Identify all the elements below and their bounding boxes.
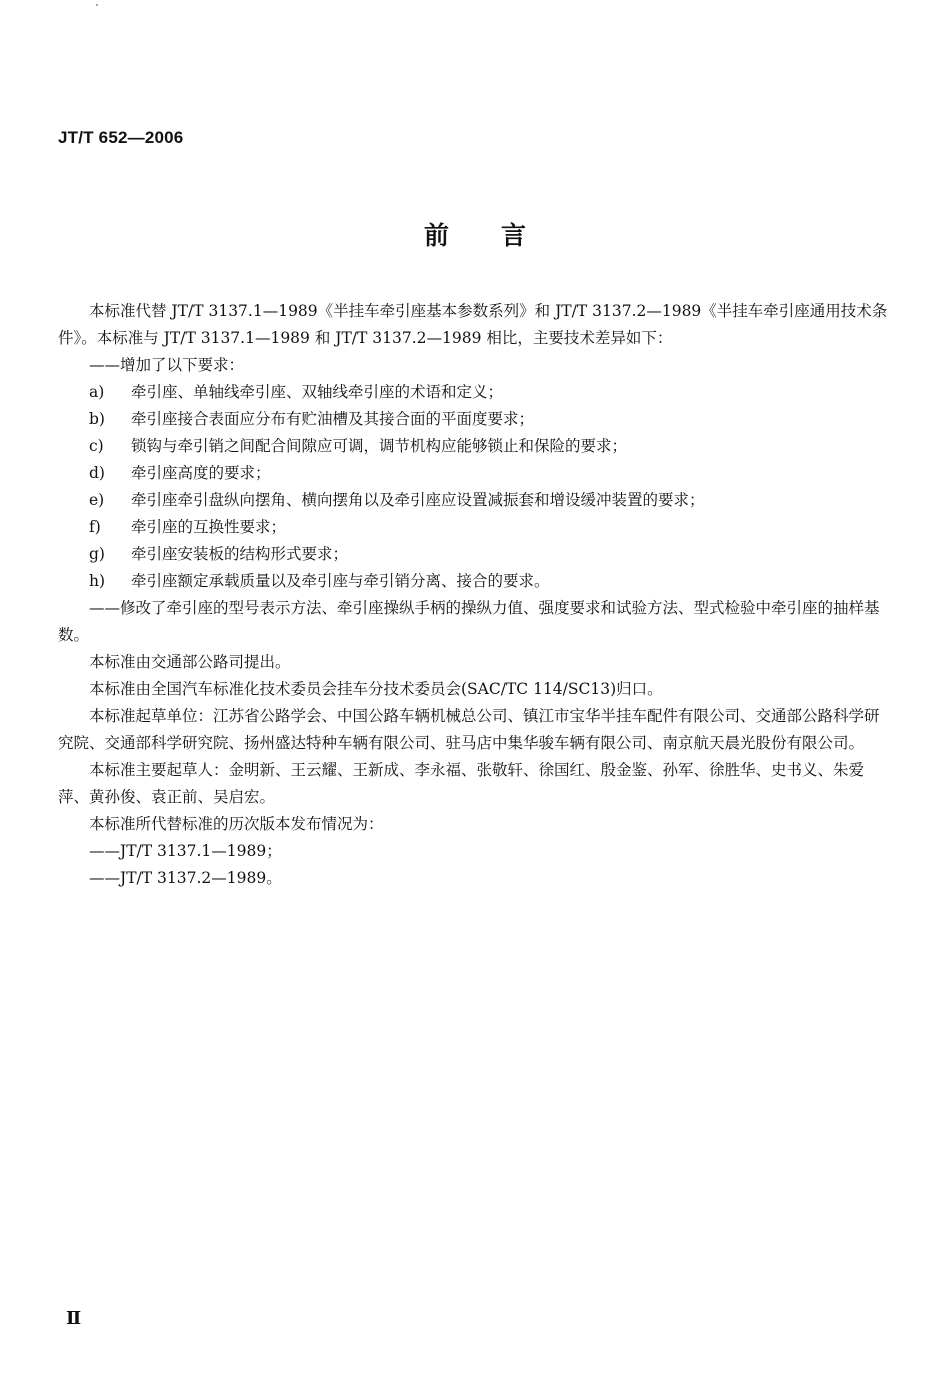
list-item-text: 牵引座、单轴线牵引座、双轴线牵引座的术语和定义； (131, 383, 504, 401)
history-item: ——JT/T 3137.1—1989； (89, 842, 282, 860)
scan-artifact (96, 4, 98, 6)
centralized-paragraph: 本标准由全国汽车标准化技术委员会挂车分技术委员会(SAC/TC 114/SC13)归口。 (89, 680, 663, 698)
list-marker: g) (89, 545, 105, 563)
list-item-text: 牵引座安装板的结构形式要求； (131, 545, 349, 563)
list-item-text: 牵引座高度的要求； (131, 464, 271, 482)
list-item-text: 牵引座接合表面应分布有贮油槽及其接合面的平面度要求； (131, 410, 535, 428)
list-marker: h) (89, 572, 106, 590)
history-intro-paragraph: 本标准所代替标准的历次版本发布情况为： (89, 815, 384, 833)
document-body (58, 298, 888, 892)
list-marker: c) (89, 437, 104, 455)
modified-requirements-paragraph: ——修改了牵引座的型号表示方法、牵引座操纵手柄的操纵力值、强度要求和试验方法、型式检验中牵引座的抽样基数。 (58, 599, 880, 644)
list-item (58, 433, 888, 460)
list-item (58, 406, 888, 433)
list-marker: f) (89, 518, 101, 536)
list-item-text: 牵引座的互换性要求； (131, 518, 287, 536)
list-item (58, 568, 888, 595)
replacement-paragraph: 本标准代替 JT/T 3137.1—1989《半挂车牵引座基本参数系列》和 JT/T 3137.2—1989《半挂车牵引座通用技术条件》。本标准与 JT/T 3137.1—1989 和 JT/T 3137.2—1989 相比，主要技术差异如下： (58, 302, 888, 347)
list-item-text: 牵引座牵引盘纵向摆角、横向摆角以及牵引座应设置减振套和增设缓冲装置的要求； (131, 491, 705, 509)
list-item-text: 锁钩与牵引销之间配合间隙应可调，调节机构应能够锁止和保险的要求； (131, 437, 628, 455)
list-marker: b) (89, 410, 105, 428)
added-requirements-intro: ——增加了以下要求： (89, 356, 245, 374)
drafters-paragraph: 本标准主要起草人：金明新、王云耀、王新成、李永福、张敬轩、徐国红、殷金鉴、孙军、徐胜华、史书义、朱爱萍、黄孙俊、袁正前、吴启宏。 (58, 761, 865, 806)
page-title: 前言 (423, 221, 578, 250)
proposer-paragraph: 本标准由交通部公路司提出。 (89, 653, 291, 671)
page-number: Ⅱ (66, 1308, 82, 1329)
document-code: JT/T 652—2006 (58, 128, 184, 147)
list-item (58, 460, 888, 487)
list-item-text: 牵引座额定承载质量以及牵引座与牵引销分离、接合的要求。 (131, 572, 550, 590)
list-marker: d) (89, 464, 105, 482)
list-marker: e) (89, 491, 105, 509)
list-item (58, 541, 888, 568)
list-item (58, 379, 888, 406)
drafting-units-paragraph: 本标准起草单位：江苏省公路学会、中国公路车辆机械总公司、镇江市宝华半挂车配件有限公司、交通部公路科学研究院、交通部科学研究院、扬州盛达特种车辆有限公司、驻马店中集华骏车辆有限公司、南京航天晨光股份有限公司。 (58, 707, 880, 752)
history-item: ——JT/T 3137.2—1989。 (89, 869, 282, 887)
list-item (58, 487, 888, 514)
list-item (58, 514, 888, 541)
list-marker: a) (89, 383, 105, 401)
